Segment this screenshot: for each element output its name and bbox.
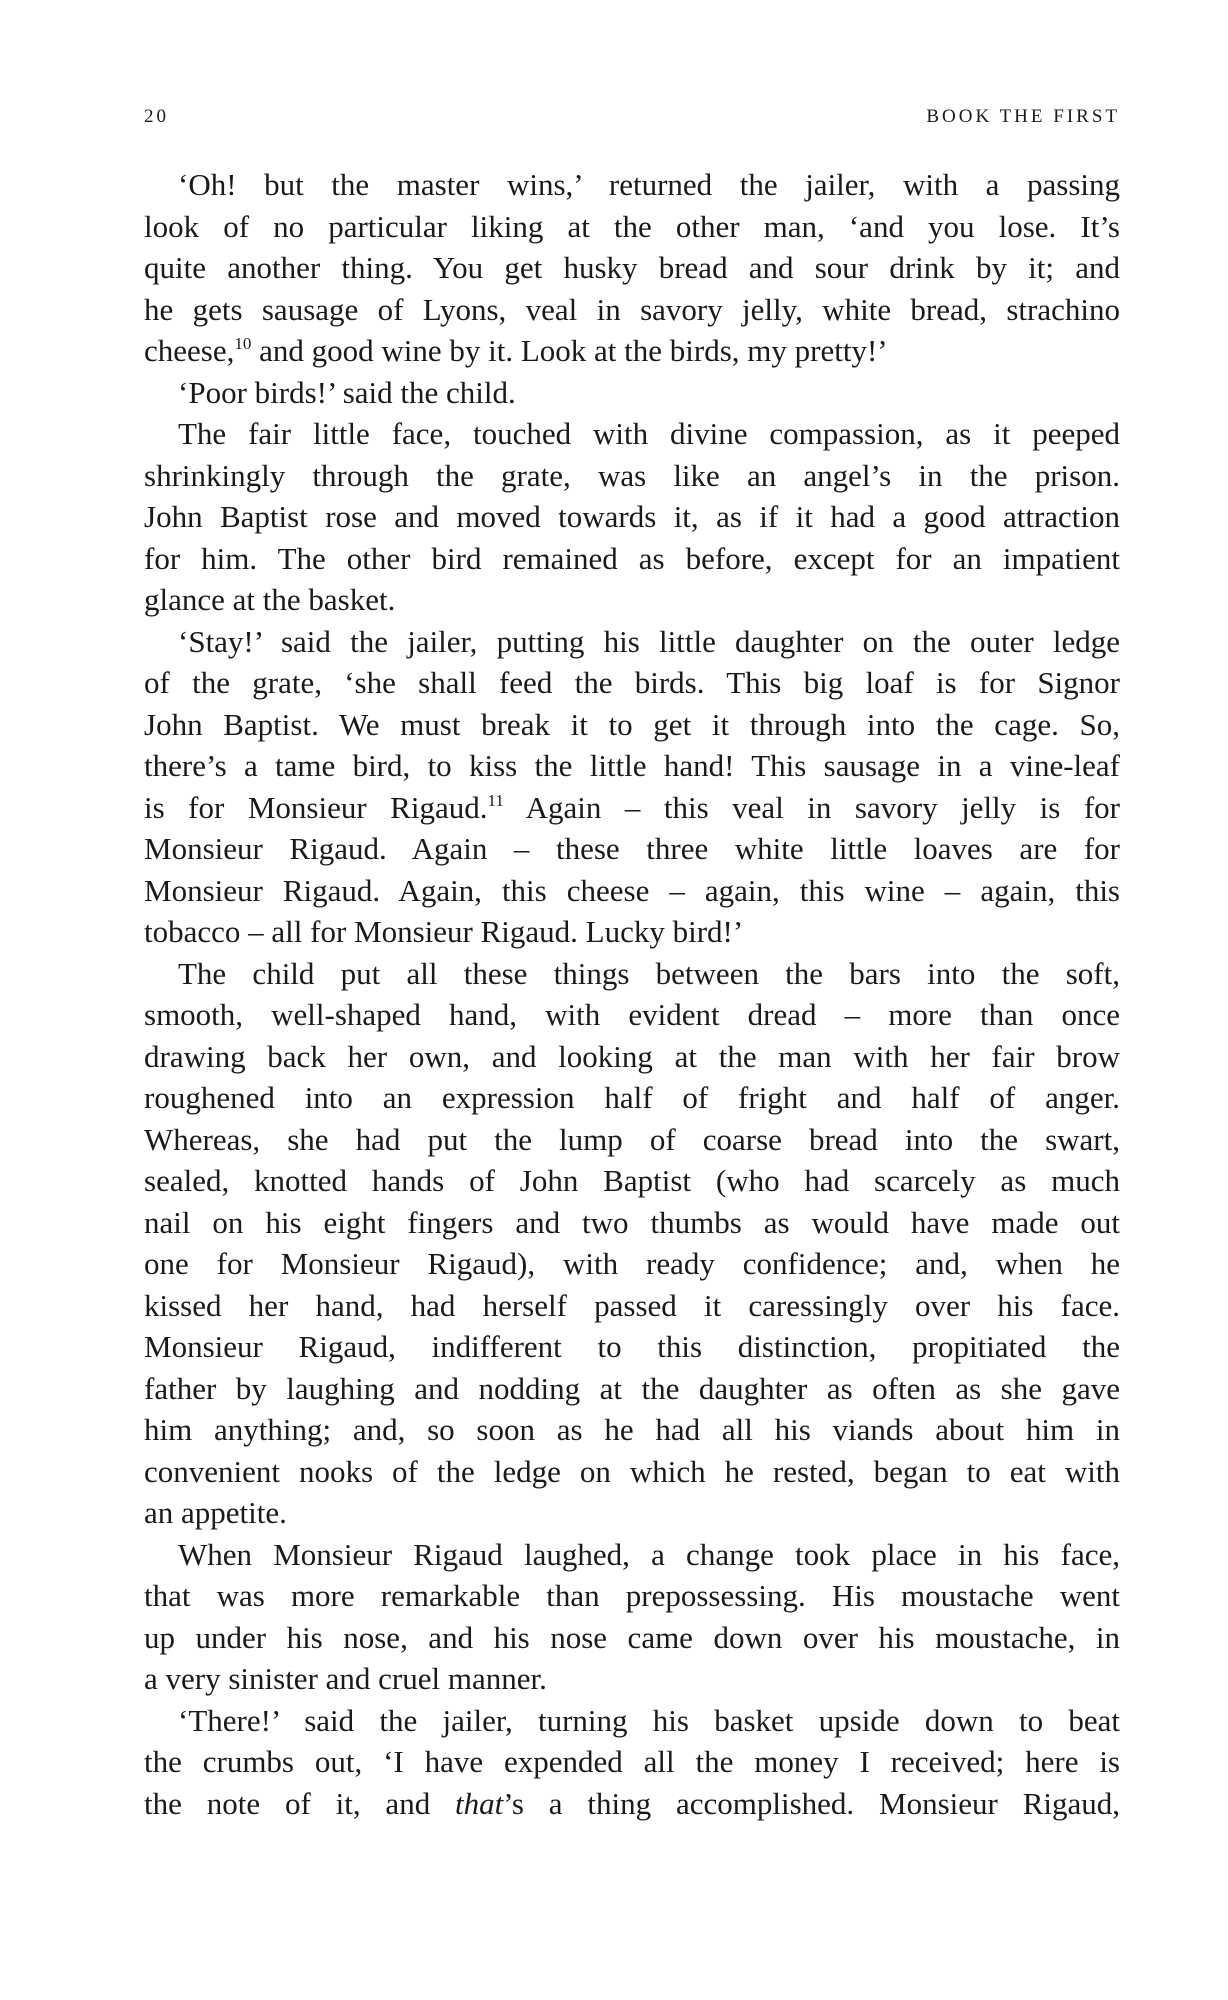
text-line: father by laughing and nodding at the daughter as often as she gave — [144, 1370, 1120, 1406]
text-line: that was more remarkable than prepossessing. His moustache went — [144, 1578, 1120, 1613]
text-line: Monsieur Rigaud, indifferent to this distinction, propitiated the — [144, 1329, 1120, 1364]
text-line: up under his nose, and his nose came down over his moustache, in — [144, 1619, 1120, 1655]
text-line: an appetite. — [144, 1495, 287, 1530]
text-line: Monsieur Rigaud. Again, this cheese – again, this wine – again, this — [144, 872, 1120, 908]
running-head — [144, 106, 1120, 134]
text-run: Again – this veal in savory jelly is for — [503, 789, 1120, 825]
body-text — [144, 164, 1120, 1824]
text-line: When Monsieur Rigaud laughed, a change took place in his face, — [178, 1536, 1120, 1572]
text-line: quite another thing. You get husky bread and sour drink by it; and — [144, 250, 1120, 285]
text-line: The fair little face, touched with divine compassion, as it peeped — [178, 416, 1120, 451]
text-line: he gets sausage of Lyons, veal in savory jelly, white bread, strachino — [144, 291, 1120, 327]
text-line: there’s a tame bird, to kiss the little hand! This sausage in a vine-leaf — [144, 748, 1120, 783]
text-line: one for Monsieur Rigaud), with ready confidence; and, when he — [144, 1246, 1120, 1281]
text-line: ‘Poor birds!’ said the child. — [178, 374, 516, 410]
text-line: look of no particular liking at the other man, ‘and you lose. It’s — [144, 208, 1120, 244]
text-line: Whereas, she had put the lump of coarse bread into the swart, — [144, 1121, 1120, 1157]
emphasis-text: that — [455, 1785, 504, 1821]
text-line: roughened into an expression half of fright and half of anger. — [144, 1080, 1120, 1115]
running-title: BOOK THE FIRST — [926, 106, 1120, 127]
text-line: of the grate, ‘she shall feed the birds. This big loaf is for Signor — [144, 665, 1120, 700]
text-line: smooth, well-shaped hand, with evident dread – more than once — [144, 997, 1120, 1032]
text-line: for him. The other bird remained as before, except for an impatient — [144, 540, 1120, 576]
text-line: Monsieur Rigaud. Again – these three white little loaves are for — [144, 831, 1120, 866]
text-line: The child put all these things between the bars into the soft, — [178, 955, 1120, 991]
footnote-ref: 10 — [234, 334, 252, 353]
text-line: shrinkingly through the grate, was like an angel’s in the prison. — [144, 457, 1120, 493]
text-line: the crumbs out, ‘I have expended all the money I received; here is — [144, 1744, 1120, 1779]
footnote-ref: 11 — [487, 790, 504, 810]
text-line: nail on his eight fingers and two thumbs as would have made out — [144, 1204, 1120, 1240]
text-line: kissed her hand, had herself passed it caressingly over his face. — [144, 1287, 1120, 1323]
text-line: ‘Stay!’ said the jailer, putting his little daughter on the outer ledge — [178, 623, 1120, 659]
text-line: ‘Oh! but the master wins,’ returned the jailer, with a passing — [178, 167, 1120, 202]
text-line: sealed, knotted hands of John Baptist (who had scarcely as much — [144, 1163, 1120, 1198]
text-line: ‘There!’ said the jailer, turning his basket upside down to beat — [178, 1702, 1120, 1738]
text-line — [144, 1783, 1120, 1825]
page-number: 20 — [144, 106, 169, 127]
text-line: convenient nooks of the ledge on which he rested, began to eat with — [144, 1453, 1120, 1489]
text-line — [144, 787, 1120, 829]
text-line — [144, 330, 1120, 372]
text-line: him anything; and, so soon as he had all his viands about him in — [144, 1412, 1120, 1447]
text-line: a very sinister and cruel manner. — [144, 1661, 547, 1696]
text-run: and good wine by it. Look at the birds, my pretty!’ — [251, 333, 888, 368]
text-line: John Baptist rose and moved towards it, as if it had a good attraction — [144, 499, 1120, 534]
text-run: ’s a thing accomplished. Monsieur Rigaud, — [503, 1785, 1120, 1821]
text-run: is for Monsieur Rigaud. — [144, 789, 488, 825]
text-line: tobacco – all for Monsieur Rigaud. Lucky bird!’ — [144, 914, 744, 949]
text-run: cheese, — [144, 333, 235, 368]
text-line: glance at the basket. — [144, 582, 396, 617]
text-line: John Baptist. We must break it to get it through into the cage. So, — [144, 706, 1120, 742]
text-line: drawing back her own, and looking at the man with her fair brow — [144, 1038, 1120, 1074]
text-run: the note of it, and — [144, 1785, 456, 1821]
